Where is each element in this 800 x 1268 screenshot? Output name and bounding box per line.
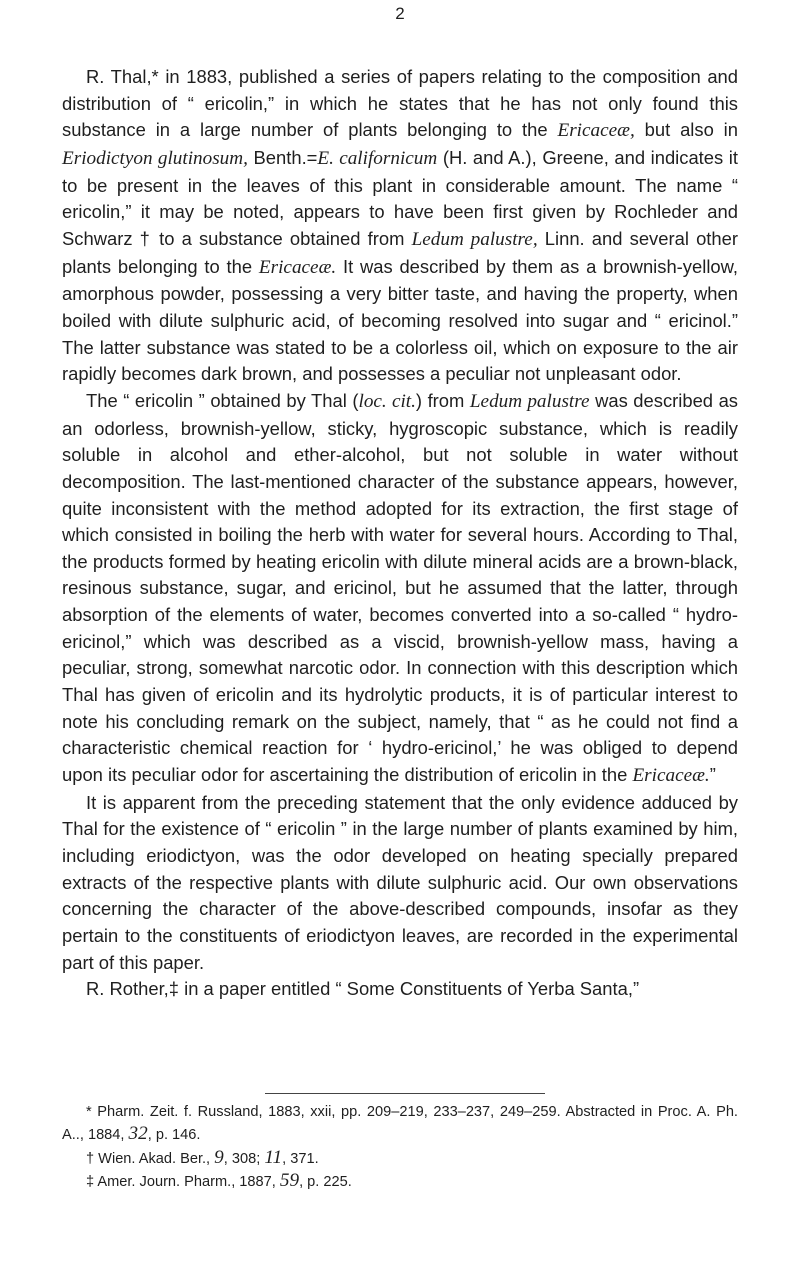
footnote-rule [265,1093,545,1094]
footnote-pharm-zeit: * Pharm. Zeit. f. Russland, 1883, xxii, pp. 209–219, 233–237, 249–259. Abstracted in Proc. A. Ph. A.., 1884, 32, p. 146. [62,1104,738,1145]
paragraph-ericolin-description: The “ ericolin ” obtained by Thal (loc. cit.) from Ledum palustre was described as an odorless, brownish-yellow, sticky, hygroscopic substance, which is readily soluble in alcohol and ether-alcohol, but not soluble in water without decomposition. The last-mentioned character of the substance appears, however, quite inconsistent with the method adopted for its extraction, the first stage of which consisted in boiling the herb with water for several hours. According to Thal, the products formed by heating ericolin with dilute mineral acids are a brown-black, resinous substance, sugar, and ericinol, but he assumed that the latter, through absorption of the elements of water, becomes converted into a so-called “ hydro-ericinol,” which was described as a viscid, brownish-yellow mass, having a peculiar, strong, somewhat narcotic odor. In connection with this description which Thal has given of ericolin and its hydrolytic products, it is of particular interest to note his concluding remark on the subject, namely, that “ as he could not find a characteristic chemical reaction for ‘ hydro-ericinol,’ he was obliged to depend upon its peculiar odor for ascertaining the distribution of ericolin in the Ericaceæ.” [62,389,738,787]
paragraph-evidence: It is apparent from the preceding statement that the only evidence adduced by Thal for the existence of “ ericolin ” in the large number of plants examined by him, including eriodictyon, was the odor developed on heating specially prepared extracts of the respective plants with dilute sulphuric acid. Our own observations concerning the character of the above-described compounds, insofar as they pertain to the constituents of eriodictyon leaves, are recorded in the experimental part of this paper. [62,791,738,973]
page-number: 2 [395,4,405,23]
footnote-wien-akad: † Wien. Akad. Ber., 9, 308; 11, 371. [86,1146,319,1168]
footnotes [62,1101,738,1193]
body-text [62,64,738,1003]
footnote-amer-journ-pharm: ‡ Amer. Journ. Pharm., 1887, 59, p. 225. [86,1169,352,1191]
paragraph-rother: R. Rother,‡ in a paper entitled “ Some Constituents of Yerba Santa,” [86,978,640,1000]
paragraph-thal-1883: R. Thal,* in 1883, published a series of papers relating to the composition and distribution of “ ericolin,” in which he states that he has not only found this substance in a large number of plants belonging to the Ericaceæ, but also in Eriodictyon glutinosum, Benth.=E. californicum (H. and A.), Greene, and indicates it to be present in the leaves of this plant in considerable amount. The name “ ericolin,” it may be noted, appears to have been first given by Rochleder and Schwarz † to a substance obtained from Ledum palustre, Linn. and several other plants belonging to the Ericaceæ. It was described by them as a brownish-yellow, amorphous powder, possessing a very bitter taste, and having the property, when boiled with dilute sulphuric acid, of becoming resolved into sugar and “ ericinol.” The latter substance was stated to be a colorless oil, which on exposure to the air rapidly becomes dark brown, and possesses a peculiar not unpleasant odor. [62,66,739,385]
